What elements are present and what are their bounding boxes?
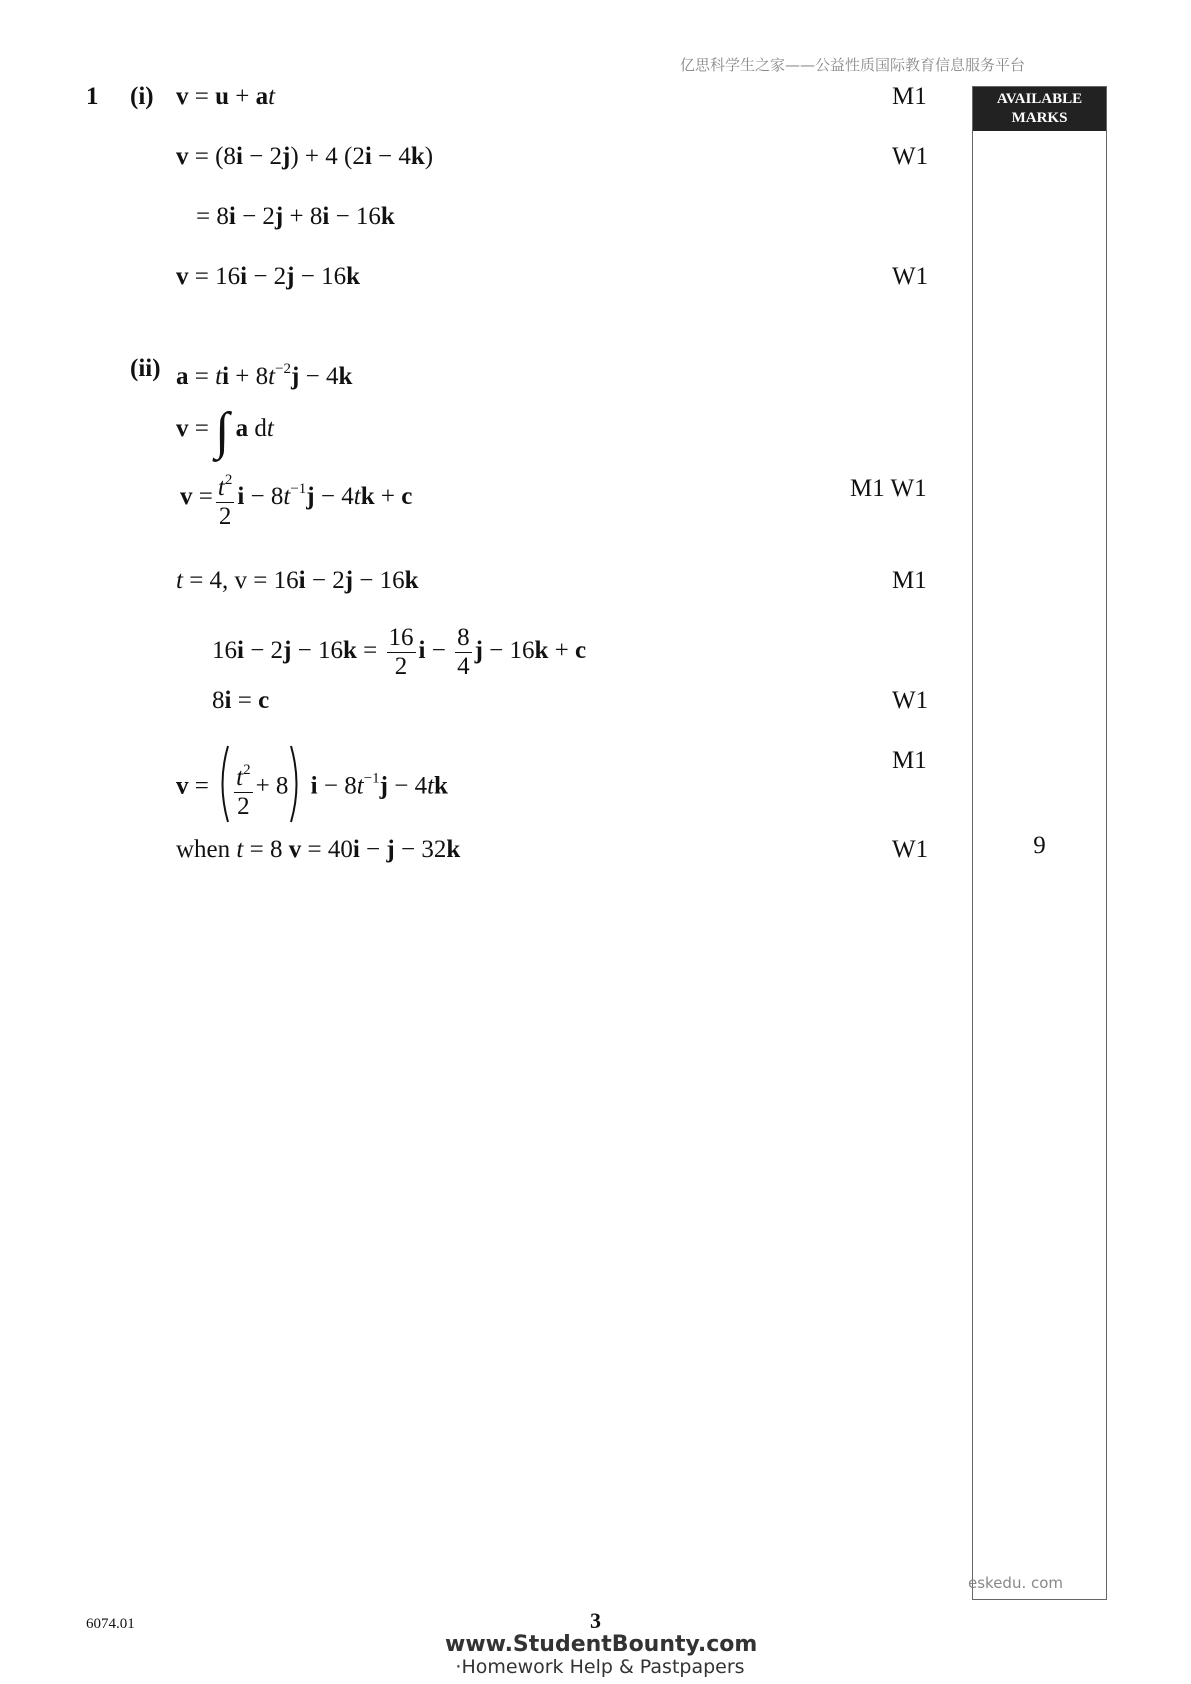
logo-tagline: ·Homework Help & Pastpapers [455,1656,745,1678]
logo-url: www.StudentBounty.com [445,1632,758,1657]
eq-ii-6: 8i = c [212,687,270,714]
mark-ii-6: W1 [892,687,929,714]
page-number: 3 [590,1608,601,1633]
question-number: 1 [86,83,99,110]
bottom-watermark: eskedu. com [968,1574,1064,1592]
eq-i-2: v = (8i − 2j) + 4 (2i − 4k) [176,143,434,170]
eq-ii-4: t = 4, v = 16i − 2j − 16k [176,567,419,594]
mark-ii-3: M1 W1 [850,475,927,502]
paper-code: 6074.01 [86,1616,135,1632]
eq-ii-2: v = ∫ a dt [176,403,274,460]
eq-i-4: v = 16i − 2j − 16k [176,263,361,290]
header-line-1: AVAILABLE [996,91,1083,107]
mark-ii-8: W1 [892,836,929,863]
eq-i-1: v = u + at [176,83,276,110]
part-ii-label: (ii) [130,355,161,382]
eq-ii-5: 16i − 2j − 16k = $\frac{16}{2}$ i − $\frac{8}{4}$ j − 16k + c [212,624,587,680]
total-marks: 9 [1033,832,1046,859]
studentbounty-logo [445,1632,758,1678]
mark-i-4: W1 [892,263,929,290]
header-line-2: MARKS [1011,110,1068,126]
mark-ii-4: M1 [892,567,927,594]
eq-i-3: = 8i − 2j + 8i − 16k [196,203,395,230]
eq-ii-3: v = $\frac{t^2}{2}$ $i - 8t^{-1}j - 4tk + c$ [180,466,412,531]
mark-i-1: M1 [892,83,927,110]
mark-i-2: W1 [892,143,929,170]
top-watermark: 亿思科学生之家——公益性质国际教育信息服务平台 [680,56,1026,74]
available-marks-header [973,87,1106,131]
eq-ii-1: a = ti + $8t^{-2}j - 4k$ [176,361,353,390]
available-marks-column [972,86,1107,1600]
eq-ii-8: when t = 8 v = 40i − j − 32k [176,836,461,863]
eq-ii-7: v = $\frac{t^2}{2}$ + 8 $i - 8t^{-1}j - 4tk$ [176,744,448,832]
mark-ii-7: M1 [892,747,927,774]
part-i-label: (i) [130,83,154,110]
